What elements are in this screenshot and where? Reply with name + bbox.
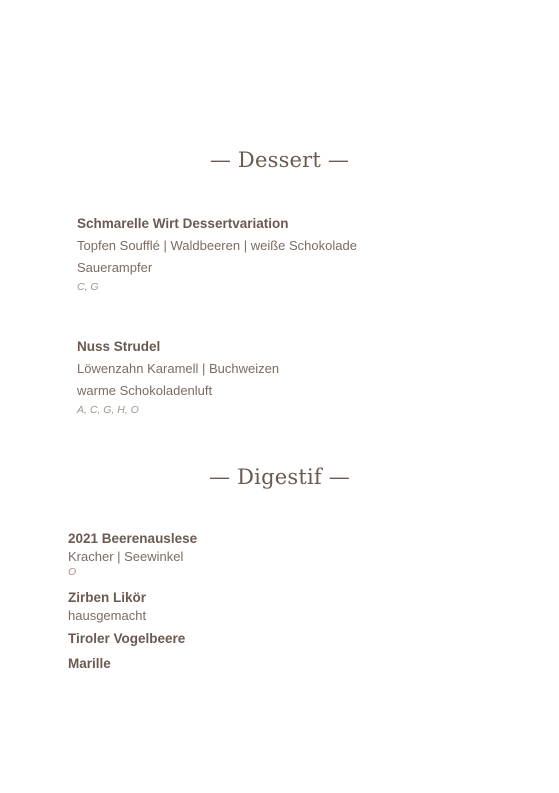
digestif-item-name: Tiroler Vogelbeere (68, 631, 186, 646)
digestif-item-desc: hausgemacht (68, 608, 147, 623)
dessert-item-desc-line: Sauerampfer (77, 260, 153, 275)
dessert-item-desc-line: warme Schokoladenluft (77, 383, 213, 398)
dessert-item-name: Nuss Strudel (77, 339, 161, 354)
dessert-item-allergens: A, C, G, H, O (77, 404, 139, 416)
digestif-heading: — Digestif — (209, 465, 350, 489)
digestif-item-desc: Kracher | Seewinkel (68, 549, 184, 564)
dessert-item-allergens: C, G (77, 281, 99, 293)
dessert-item-desc-line: Löwenzahn Karamell | Buchweizen (77, 361, 280, 376)
digestif-item-name: Zirben Likör (68, 590, 147, 605)
digestif-item-name: Marille (68, 656, 111, 671)
dessert-item-desc-line: Topfen Soufflé | Waldbeeren | weiße Schokolade (77, 238, 357, 253)
digestif-item-allergens: O (68, 566, 77, 578)
digestif-item-name: 2021 Beerenauslese (68, 531, 198, 546)
dessert-heading: — Dessert — (209, 148, 350, 172)
dessert-item-name: Schmarelle Wirt Dessertvariation (77, 216, 289, 231)
